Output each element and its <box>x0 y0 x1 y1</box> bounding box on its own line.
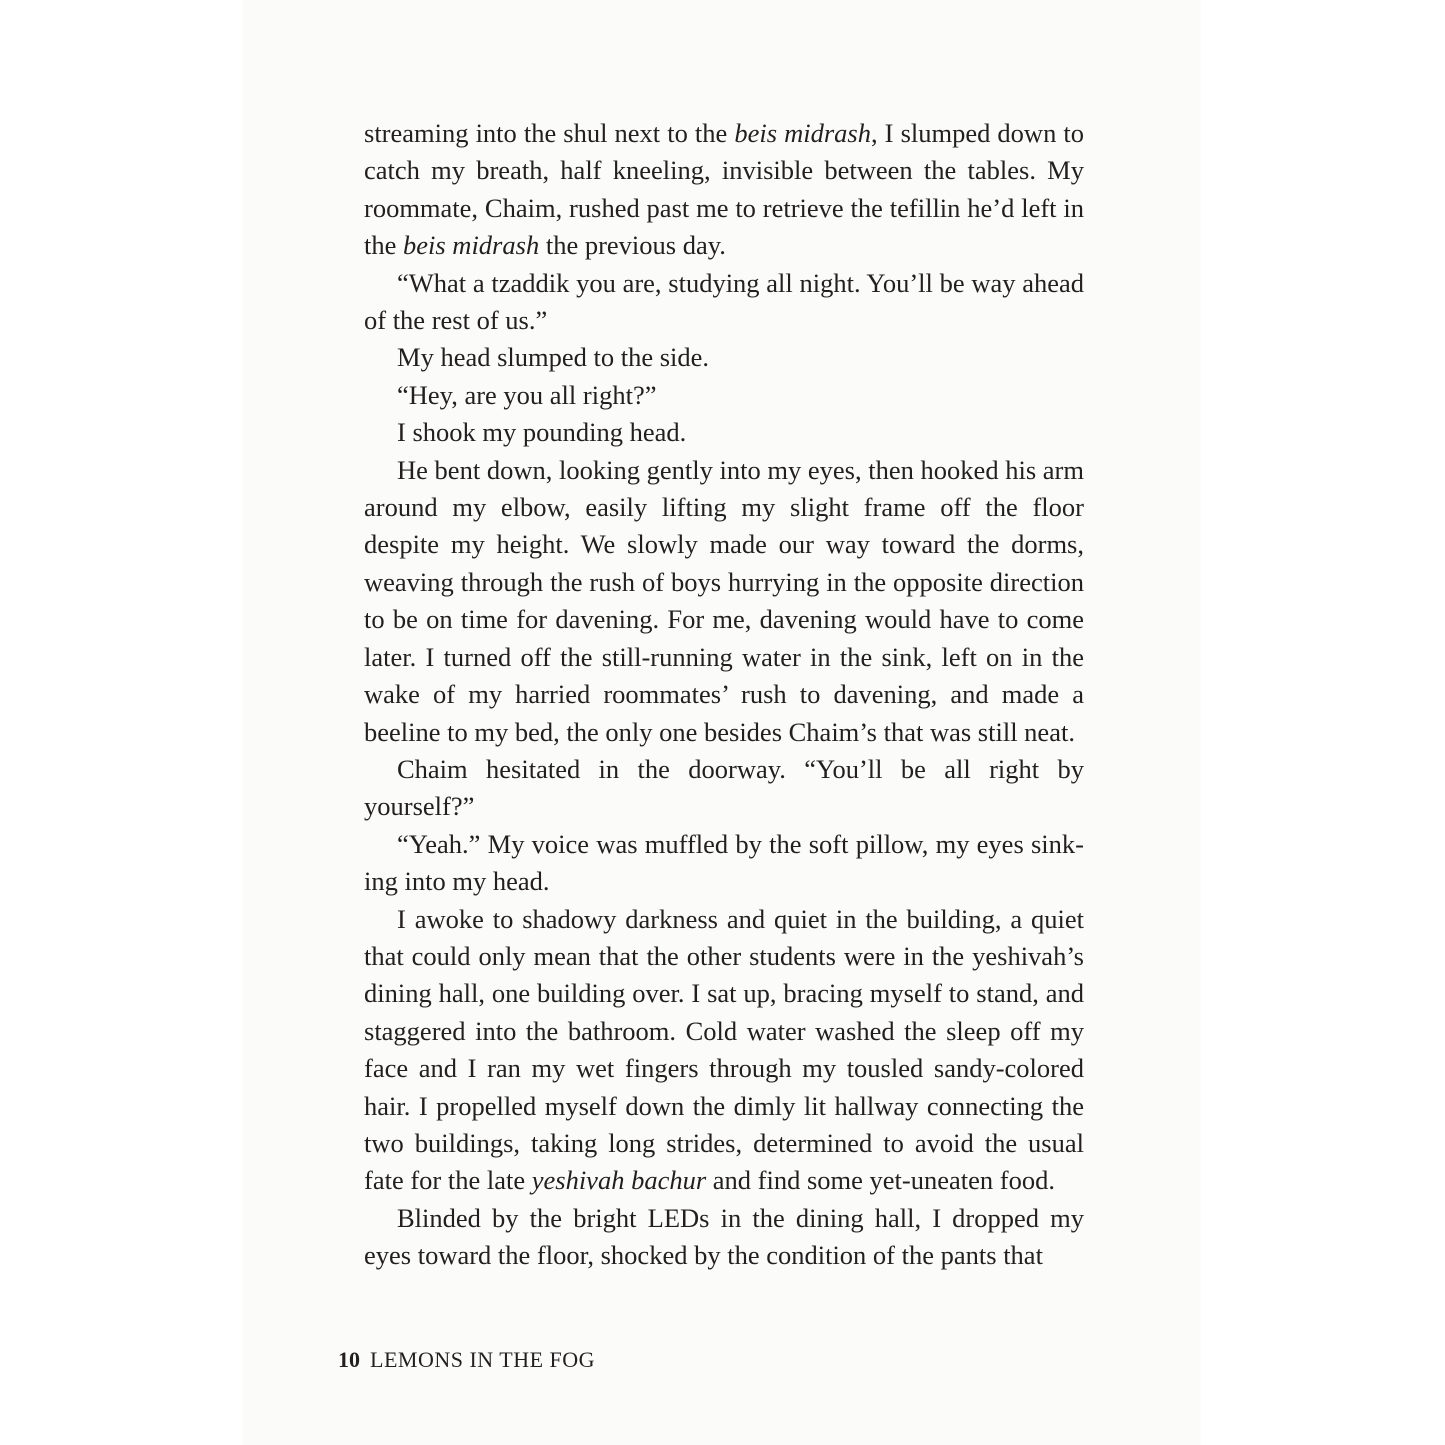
text-run: “What a tzaddik you are, studying all night. You’ll be way ahead of the rest of us.” <box>364 267 1084 336</box>
text-run: “Yeah.” My voice was muffled by the soft pillow, my eyes sinking into my head. <box>364 828 1084 897</box>
text-run: Blinded by the bright LEDs in the dining hall, I dropped my eyes toward the floor, shocked by the condition of the pants that <box>364 1202 1084 1271</box>
page-number: 10 <box>338 1347 360 1372</box>
running-title: LEMONS IN THE FOG <box>370 1347 596 1372</box>
text-run: and find some yet-uneaten food. <box>706 1165 1055 1196</box>
paragraph <box>364 339 1084 376</box>
paragraph <box>364 751 1084 826</box>
paragraph <box>364 901 1084 1200</box>
text-run: Chaim hesitated in the doorway. “You’ll be all right by yourself?” <box>364 753 1084 822</box>
italic-text: beis midrash <box>734 118 871 148</box>
paragraph <box>364 115 1084 265</box>
italic-text: beis midrash <box>403 230 540 261</box>
paragraph <box>364 265 1084 340</box>
page-footer <box>338 1347 595 1373</box>
text-run: the previous day. <box>539 230 726 261</box>
text-run: “Hey, are you all right?” <box>397 379 657 410</box>
paragraph <box>364 826 1084 901</box>
paragraph <box>364 1200 1084 1275</box>
text-run: I shook my pounding head. <box>397 417 687 448</box>
text-run: He bent down, looking gently into my eyes, then hooked his arm around my elbow, easily lifting my slight frame off the floor despite my height. We slowly made our way toward the dorms, weaving through the rush of boys hurrying in the opposite direction to be on time for davening. For me, davening would have to come later. I turned off the still-running water in the sink, left on in the wake of my harried roommates’ rush to davening, and made a beeline to my bed, the only one besides Chaim’s that was still neat. <box>364 454 1084 747</box>
body-text <box>364 115 1084 1275</box>
paragraph <box>364 377 1084 414</box>
paragraph <box>364 414 1084 451</box>
text-run: My head slumped to the side. <box>397 342 710 373</box>
paragraph <box>364 452 1084 751</box>
text-run: streaming into the shul next to the <box>364 118 735 148</box>
italic-text: yeshivah bachur <box>531 1165 707 1196</box>
text-run: , I slumped down to catch my breath, half kneeling, invisible between the tables. My roommate, Chaim, rushed past me to retrieve the tefillin he’d left in the <box>364 118 1084 261</box>
text-run: I awoke to shadowy darkness and quiet in the building, a quiet that could only mean that the other students were in the yeshivah’s dining hall, one building over. I sat up, bracing myself to stand, and staggered into the bathroom. Cold water washed the sleep off my face and I ran my wet fingers through my tousled sandy-colored hair. I propelled myself down the dimly lit hallway connecting the two buildings, taking long strides, determined to avoid the usual fate for the late <box>364 903 1084 1196</box>
